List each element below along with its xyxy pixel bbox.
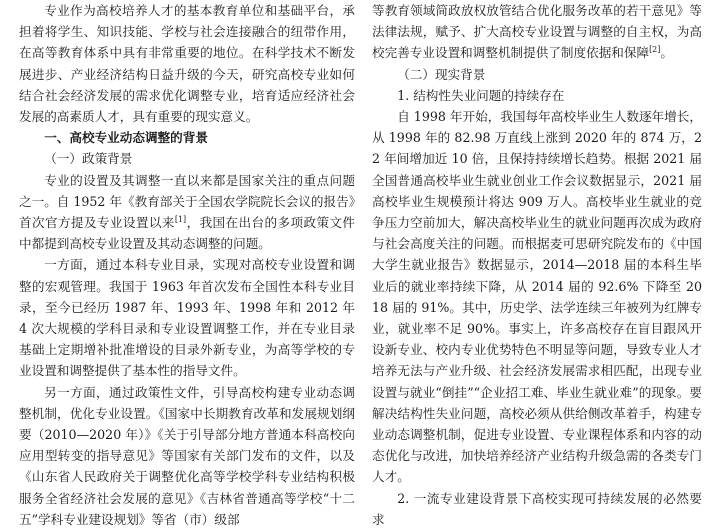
citation: [1] xyxy=(174,214,187,224)
paragraph-text: ，我国在出台的多项政策文件中都提到高校专业设置及其动态调整的问题。 xyxy=(19,215,356,252)
left-column xyxy=(19,0,355,530)
paragraph xyxy=(19,170,355,255)
paragraph-continued xyxy=(372,0,702,64)
paragraph: 另一方面，通过政策性文件，引导高校构建专业动态调整机制，优化专业设置。《国家中长期教育改革和发展规划纲要（2010—2020 年）》《关于引导部分地方普通本科高校向应用型转变的指导意见》等国家有关部门发布的文件，以及《山东省人民政府关于调整优化高等学校学科专业结构积极服务全省经济社会发展的意见》《吉林省普通高等学校“十二五”学科专业建设规划》等省（市）级部 xyxy=(19,384,355,527)
right-column xyxy=(372,0,702,530)
citation: [2] xyxy=(649,45,661,55)
intro-paragraph: 专业作为高校培养人才的基本教育单位和基础平台，承担着将学生、知识技能、学校与社会连接融合的纽带作用，在高等教育体系中具有非常重要的地位。在科学技术不断发展进步、产业经济结构日益升级的今天，研究高校专业如何结合社会经济发展的需求优化调整专业，培育适应经济社会发展的高素质人才，具有重要的现实意义。 xyxy=(19,3,355,125)
subsection-heading: （一）政策背景 xyxy=(44,151,133,167)
subsection-heading: （二）现实背景 xyxy=(397,66,486,82)
paragraph-text: 专业的设置及其调整一直以来都是国家关注的重点问题之一。自 1952 年《教育部关于全国农学院院长会议的报告》首次官方提及专业设置以来 xyxy=(19,172,356,231)
paragraph: 自 1998 年开始，我国每年高校毕业生人数逐年增长，从 1998 年的 82.98 万直线上涨到 2020 年的 874 万，22 年间增加近 10 倍，且保持持续增长趋势。根据 2021 届全国普通高校毕业生就业创业工作会议数据显示，2021 届高校毕业生规模预计将达 909 万人。高校毕业生就业的竞争压力空前加大，解决高校毕业生的就业问题再次成为政府与社会高度关注的问题。而根据麦可思研究院发布的《中国大学生就业报告》数据显示，2014—2018 届的本科生毕业后的就业率持续下降，从 2014 届的 92.6% 下降至 2018 届的 91%。其中，历史学、法学连续三年被列为红牌专业，就业率不足 90%。事实上，许多高校存在盲目跟风开设新专业、校内专业优势特色不明显等问题，导致专业人才培养无法与产业升级、社会经济发展需求相匹配，出现专业设置与就业“倒挂”“企业招工难、毕业生就业难”的现象。要解决结构性失业问题，高校必须从供给侧改革着手，构建专业动态调整机制，促进专业设置、专业课程体系和内容的动态优化与改进，加快培养经济产业结构升级急需的各类专门人才。 xyxy=(372,109,702,485)
section-heading: 一、高校专业动态调整的背景 xyxy=(44,130,208,146)
paragraph-text: 。 xyxy=(660,45,673,61)
paragraph-text: 等教育领域简政放权放管结合优化服务改革的若干意见》等法律法规，赋予、扩大高校专业设置与调整的自主权，为高校完善专业设置和调整机制提供了制度依据和保障 xyxy=(372,3,702,61)
point-heading: 1. 结构性失业问题的持续存在 xyxy=(397,87,565,103)
point-heading: 2. 一流专业建设背景下高校实现可持续发展的必然要求 xyxy=(372,490,702,527)
paragraph: 一方面，通过本科专业目录，实现对高校专业设置和调整的宏观管理。我国于 1963 年首次发布全国性本科专业目录，至今已经历 1987 年、1993 年、1998 年和 2012 年 4 次大规模的学科目录和专业设置调整工作，并在专业目录基础上定期增补批准增设的目录外新专业，为高等学校的专业设置和调整提供了基本性的指导文件。 xyxy=(19,257,355,379)
